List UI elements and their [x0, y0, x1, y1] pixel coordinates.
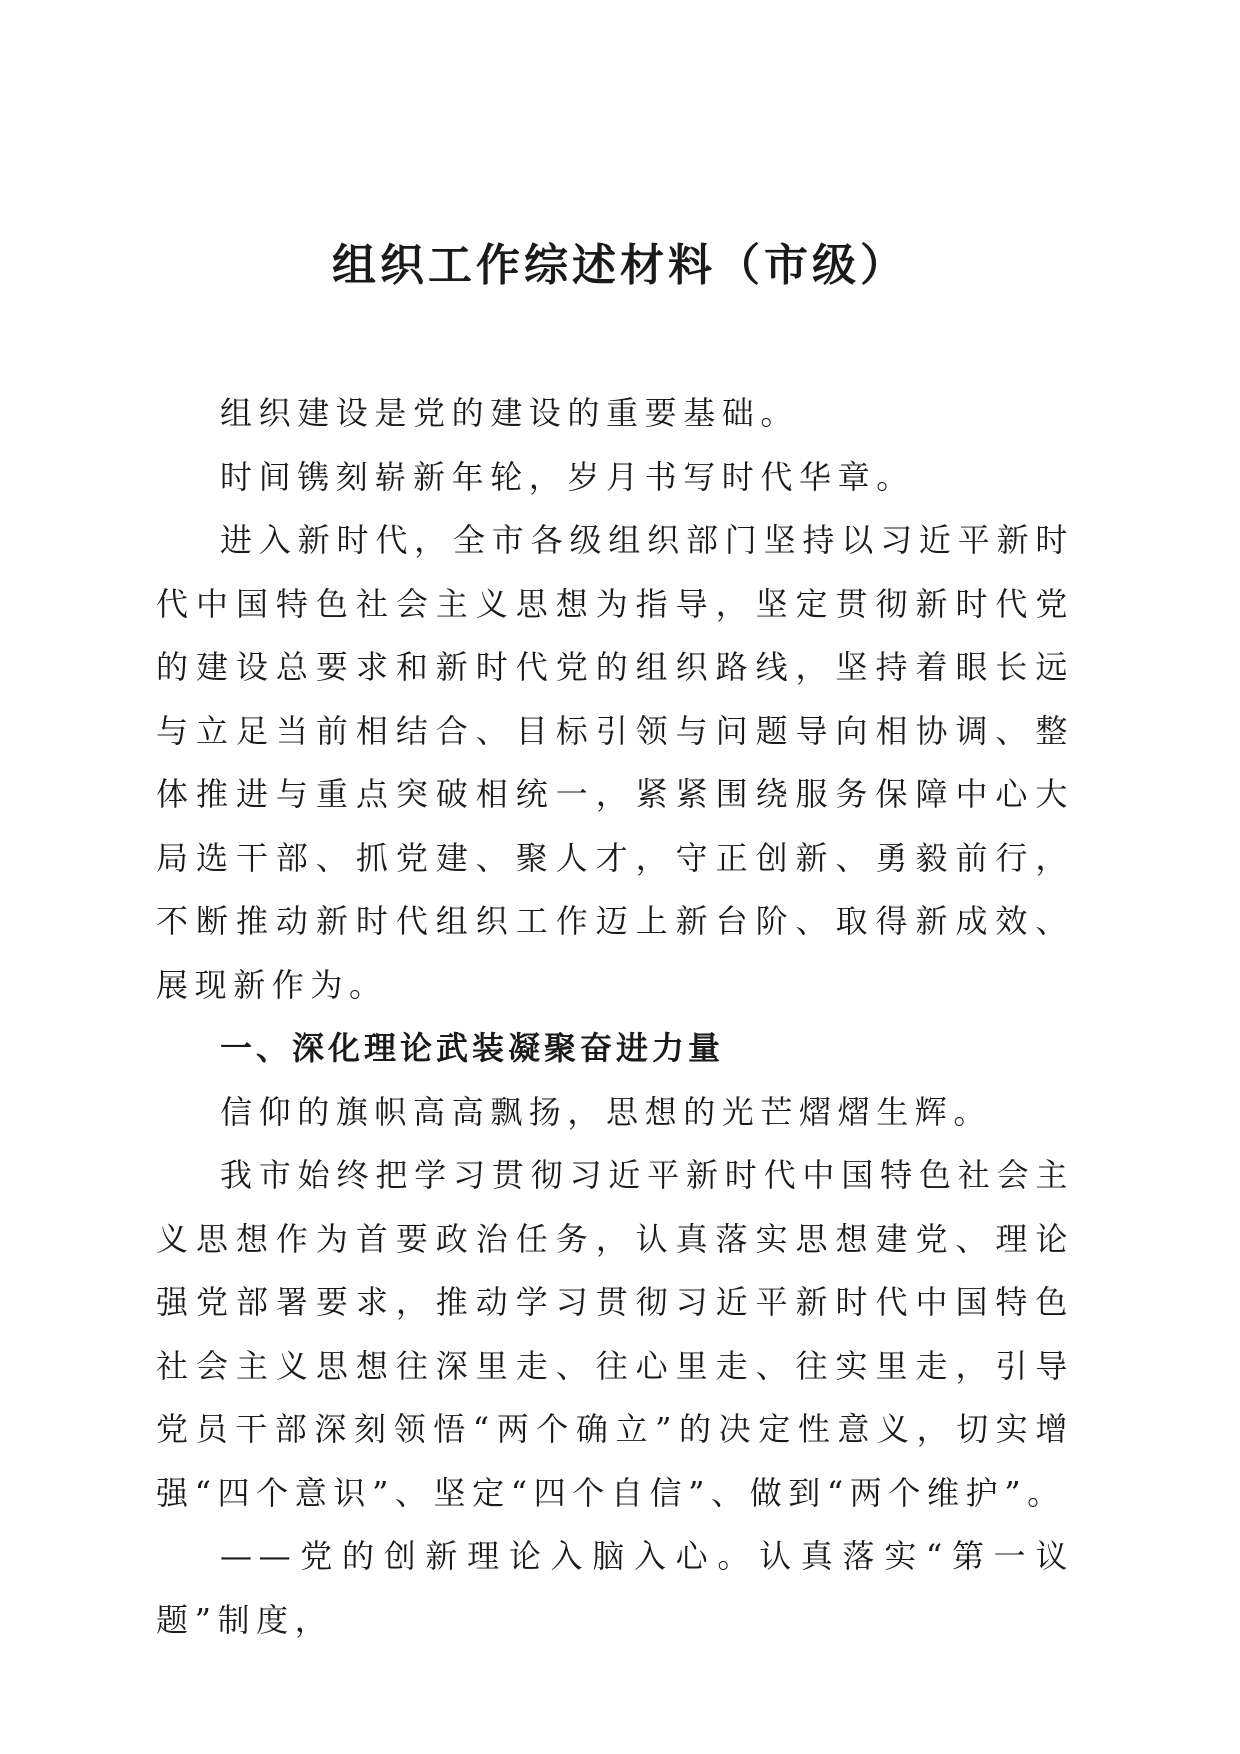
- paragraph-new-era: 进入新时代，全市各级组织部门坚持以习近平新时代中国特色社会主义思想为指导，坚定贯彻新时代党的建设总要求和新时代党的组织路线，坚持着眼长远与立足当前相结合、目标引领与问题导向相协调、整体推进与重点突破相统一，紧紧围绕服务保障中心大局选干部、抓党建、聚人才，守正创新、勇毅前行，不断推动新时代组织工作迈上新台阶、取得新成效、展现新作为。: [156, 521, 1074, 1004]
- paragraph-study: 我市始终把学习贯彻习近平新时代中国特色社会主义思想作为首要政治任务，认真落实思想建党、理论强党部署要求，推动学习贯彻习近平新时代中国特色社会主义思想往深里走、往心里走、往实里走，引导党员干部深刻领悟“两个确立”的决定性意义，切实增强“四个意识”、坚定“四个自信”、做到“两个维护”。: [156, 1156, 1074, 1512]
- paragraph-time: 时间镌刻崭新年轮，岁月书写时代华章。: [220, 457, 915, 496]
- section-heading: 一、深化理论武装凝聚奋进力量: [220, 1029, 725, 1067]
- paragraph-theory: ——党的创新理论入脑入心。认真落实“第一议题”制度，: [156, 1537, 1074, 1639]
- document-title: 组织工作综述材料（市级）: [332, 240, 908, 291]
- paragraph-faith: 信仰的旗帜高高飘扬，思想的光芒熠熠生辉。: [220, 1092, 993, 1131]
- paragraph-intro: 组织建设是党的建设的重要基础。: [220, 394, 800, 432]
- document-body: [156, 382, 1074, 1652]
